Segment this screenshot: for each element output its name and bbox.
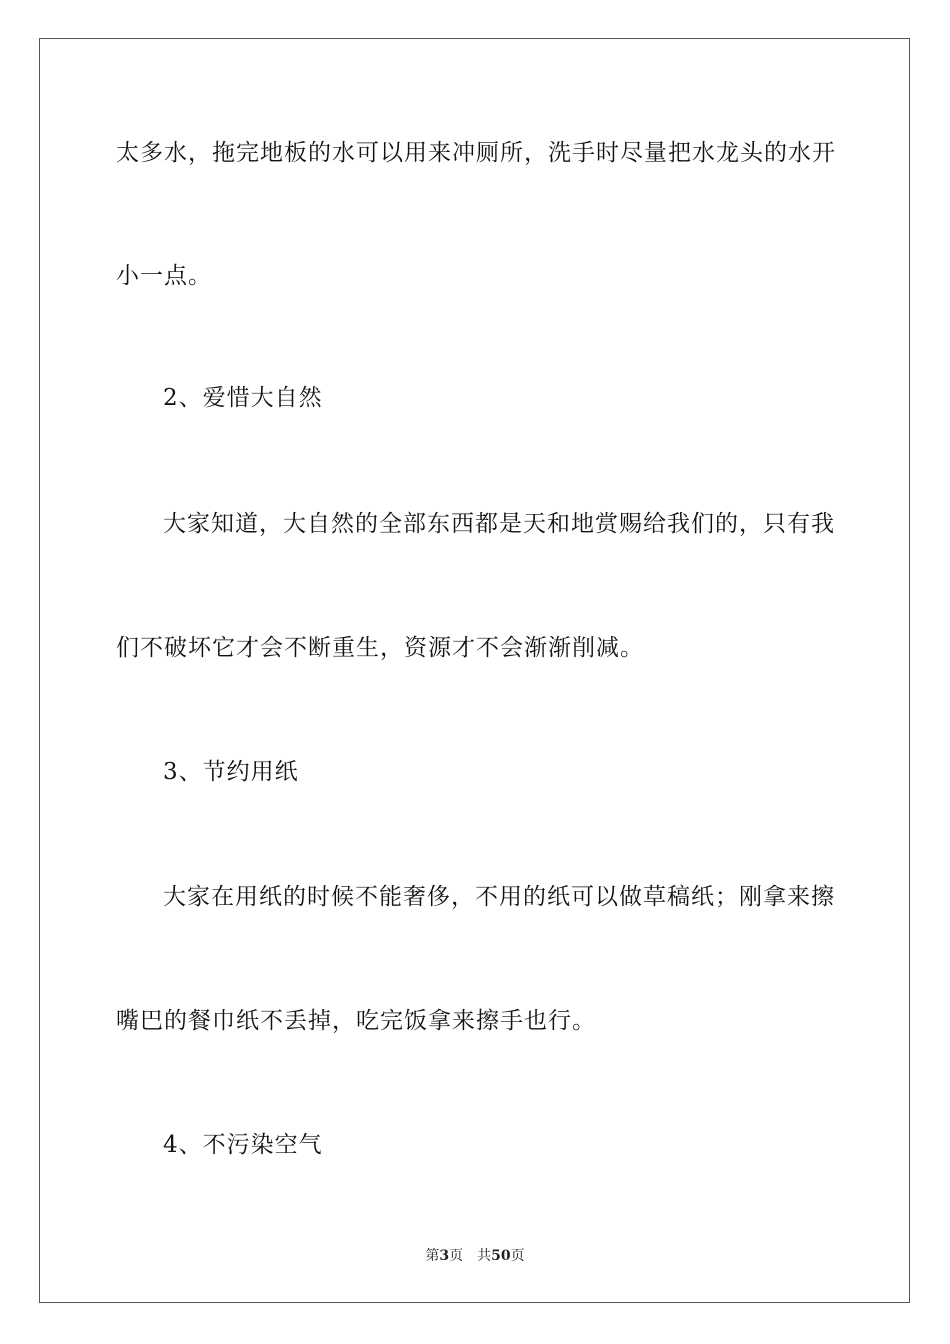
body-text-line: 大家知道，大自然的全部东西都是天和地赏赐给我们的，只有我 [163, 511, 835, 537]
total-pages: 50 [491, 1248, 511, 1264]
page-prefix: 第 [425, 1248, 440, 1264]
page-number: 3 [439, 1248, 450, 1264]
page-footer [0, 1247, 950, 1265]
body-text-line: 们不破坏它才会不断重生，资源才不会渐渐削减。 [116, 635, 644, 661]
page-suffix: 页 [449, 1248, 464, 1264]
page-border [39, 38, 910, 1303]
body-text-line: 嘴巴的餐巾纸不丢掉，吃完饭拿来擦手也行。 [116, 1008, 596, 1034]
section-heading: 4、不污染空气 [163, 1132, 323, 1158]
total-prefix: 共 [477, 1248, 492, 1264]
section-heading: 3、节约用纸 [163, 759, 299, 785]
body-text-line: 太多水，拖完地板的水可以用来冲厕所，洗手时尽量把水龙头的水开 [116, 140, 836, 166]
section-heading: 2、爱惜大自然 [163, 385, 323, 411]
body-text-line: 小一点。 [116, 263, 212, 289]
body-text-line: 大家在用纸的时候不能奢侈，不用的纸可以做草稿纸；刚拿来擦 [163, 884, 835, 910]
total-suffix: 页 [510, 1248, 525, 1264]
